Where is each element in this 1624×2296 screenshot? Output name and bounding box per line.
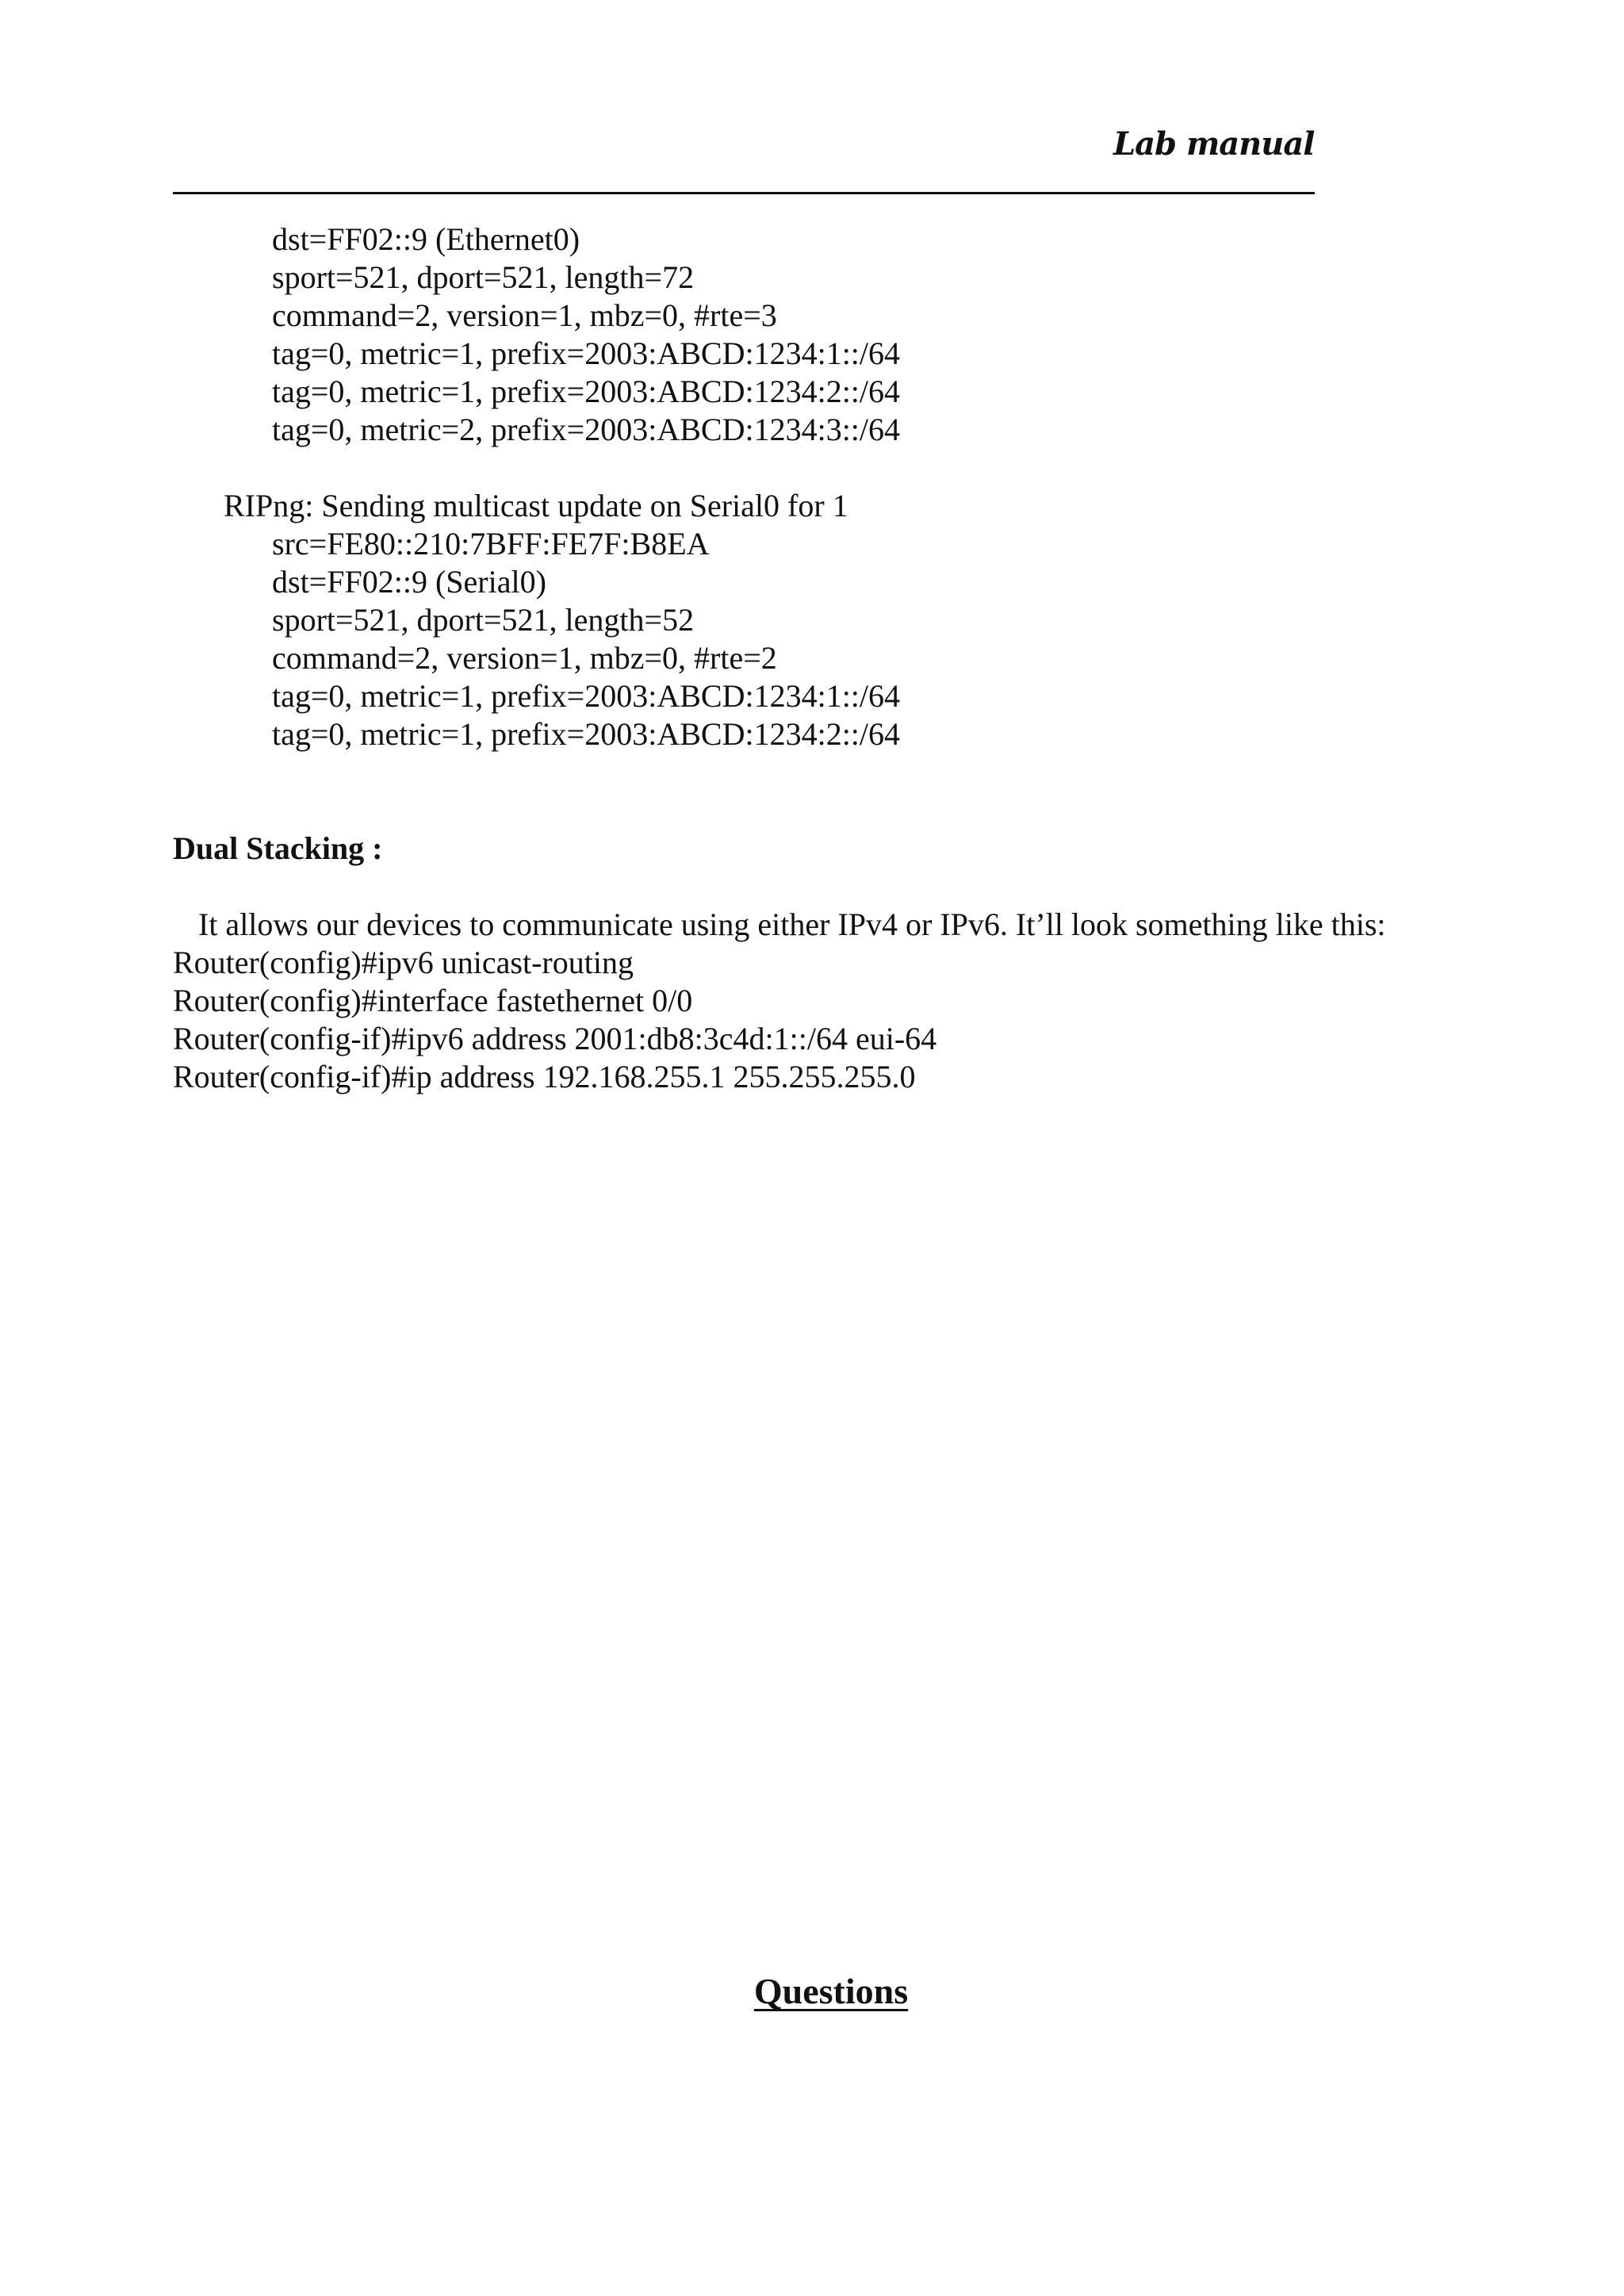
debug-line: sport=521, dport=521, length=72 [272, 259, 695, 295]
debug-line: sport=521, dport=521, length=52 [272, 602, 695, 638]
command-line: Router(config)#interface fastethernet 0/0 [173, 983, 693, 1018]
questions-heading: Questions [753, 1971, 909, 2011]
debug-line: dst=FF02::9 (Serial0) [272, 564, 546, 600]
debug-line: tag=0, metric=1, prefix=2003:ABCD:1234:2::/64 [272, 716, 901, 752]
header-divider [173, 192, 1315, 194]
debug-line: command=2, version=1, mbz=0, #rte=2 [272, 640, 777, 676]
debug-line: tag=0, metric=1, prefix=2003:ABCD:1234:2::/64 [272, 374, 901, 409]
command-line: Router(config-if)#ip address 192.168.255.1 255.255.255.0 [173, 1059, 916, 1094]
page-header-title: Lab manual [1113, 125, 1315, 163]
command-line: Router(config)#ipv6 unicast-routing [173, 945, 634, 980]
section-heading: Dual Stacking : [173, 830, 383, 866]
debug-line: command=2, version=1, mbz=0, #rte=3 [272, 297, 777, 333]
debug-line: tag=0, metric=1, prefix=2003:ABCD:1234:1::/64 [272, 335, 901, 371]
paragraph-text: It allows our devices to communicate using either IPv4 or IPv6. It’ll look something like this: [198, 907, 1386, 942]
debug-line: tag=0, metric=1, prefix=2003:ABCD:1234:1::/64 [272, 678, 901, 714]
ripng-update-line: RIPng: Sending multicast update on Serial0 for 1 [224, 488, 848, 523]
debug-line: tag=0, metric=2, prefix=2003:ABCD:1234:3::/64 [272, 412, 901, 447]
command-line: Router(config-if)#ipv6 address 2001:db8:3c4d:1::/64 eui-64 [173, 1021, 937, 1056]
debug-line: dst=FF02::9 (Ethernet0) [272, 221, 580, 257]
debug-line: src=FE80::210:7BFF:FE7F:B8EA [272, 526, 710, 562]
